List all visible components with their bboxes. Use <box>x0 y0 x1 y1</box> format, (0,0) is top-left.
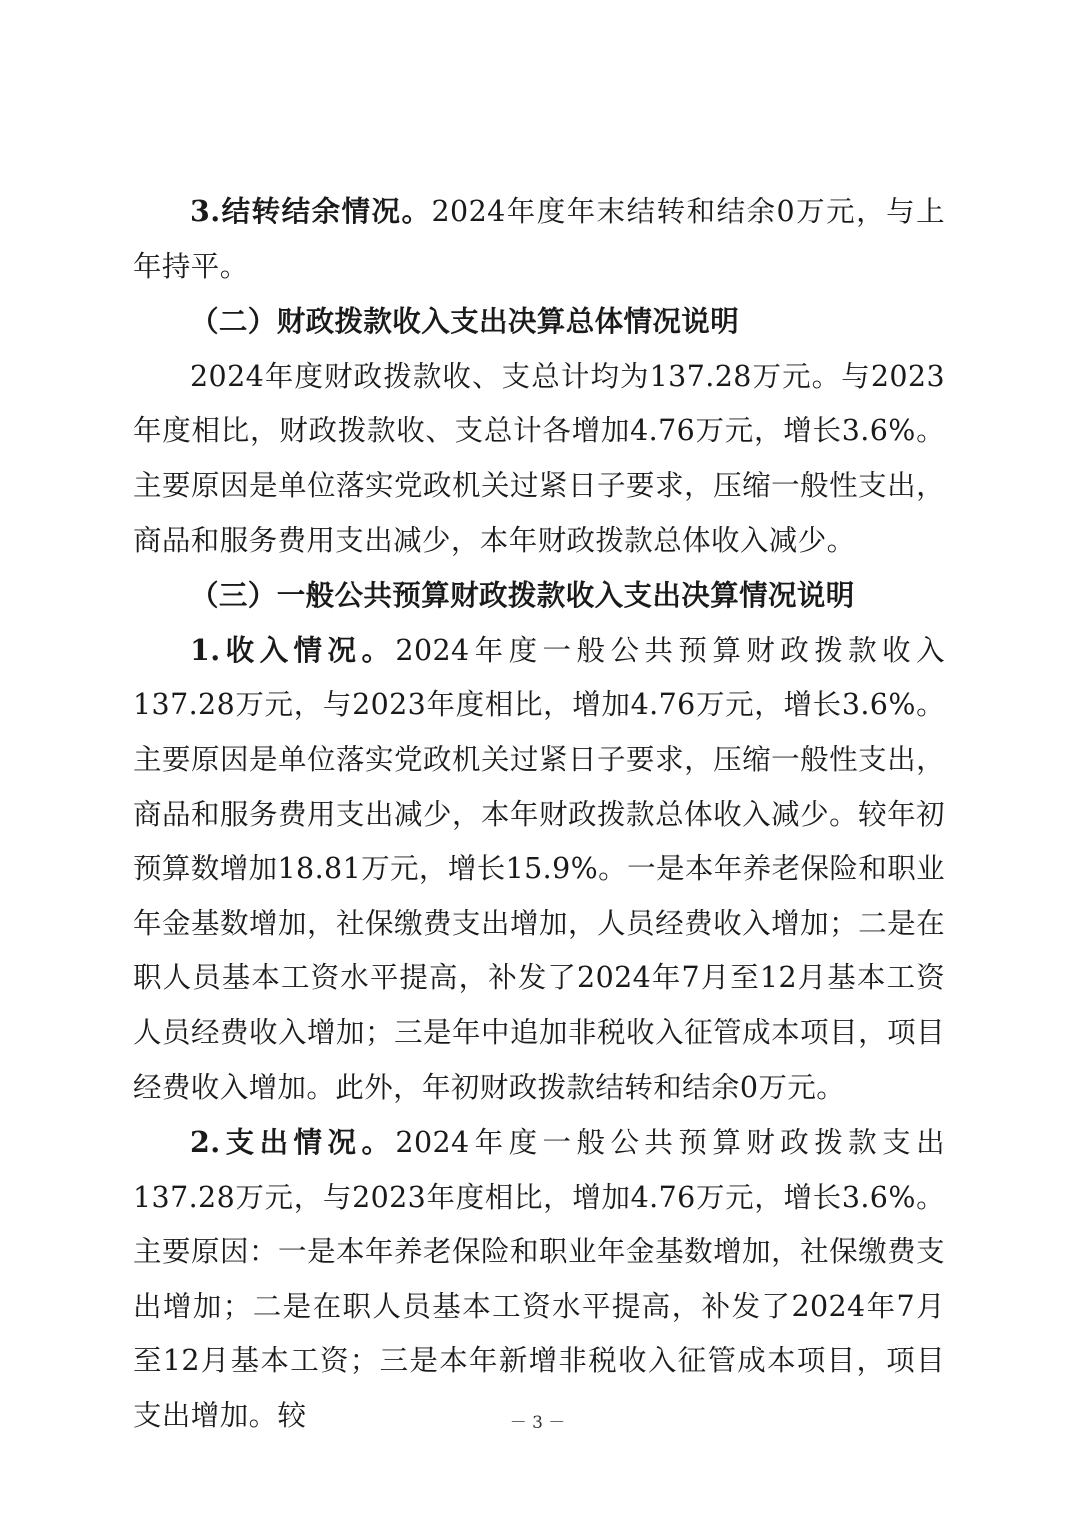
paragraph-income <box>133 623 945 1115</box>
paragraph-text: 2024年度财政拨款收、支总计均为137.28万元。与2023年度相比，财政拨款收、支总计各增加4.76万元，增长3.6%。主要原因是单位落实党政机关过紧日子要求，压缩一般性支出，商品和服务费用支出减少，本年财政拨款总体收入减少。 <box>133 359 945 557</box>
paragraph-text: 2024年度年末结转和结余0万元，与上年持平。 <box>133 195 946 283</box>
paragraph-fiscal-overview <box>133 349 945 568</box>
paragraph-text: 2024年度一般公共预算财政拨款支出137.28万元，与2023年度相比，增加4.76万元，增长3.6%。主要原因：一是本年养老保险和职业年金基数增加，社保缴费支出增加；二是在职人员基本工资水平提高，补发了2024年7月至12月基本工资；三是本年新增非税收入征管成本项目，项目支出增加。较 <box>133 1126 945 1433</box>
page-number: － 3 － <box>509 1413 566 1433</box>
paragraph-lead: 3.结转结余情况。 <box>190 194 432 228</box>
section-heading-3: （三）一般公共预算财政拨款收入支出决算情况说明 <box>190 578 855 613</box>
document-body <box>133 184 945 1444</box>
paragraph-carryover-balance <box>133 184 945 294</box>
paragraph-lead: 2.支出情况。 <box>190 1125 396 1160</box>
paragraph-expenditure <box>133 1115 945 1444</box>
paragraph-lead: 1.收入情况。 <box>190 632 396 667</box>
section-heading-2: （二）财政拨款收入支出决算总体情况说明 <box>190 304 740 339</box>
paragraph-text: 2024年度一般公共预算财政拨款收入137.28万元，与2023年度相比，增加4.76万元，增长3.6%。主要原因是单位落实党政机关过紧日子要求，压缩一般性支出，商品和服务费用支出减少，本年财政拨款总体收入减少。较年初预算数增加18.81万元，增长15.9%。一是本年养老保险和职业年金基数增加，社保缴费支出增加，人员经费收入增加；二是在职人员基本工资水平提高，补发了2024年7月至12月基本工资人员经费收入增加；三是年中追加非税收入征管成本项目，项目经费收入增加。此外，年初财政拨款结转和结余0万元。 <box>133 633 945 1104</box>
